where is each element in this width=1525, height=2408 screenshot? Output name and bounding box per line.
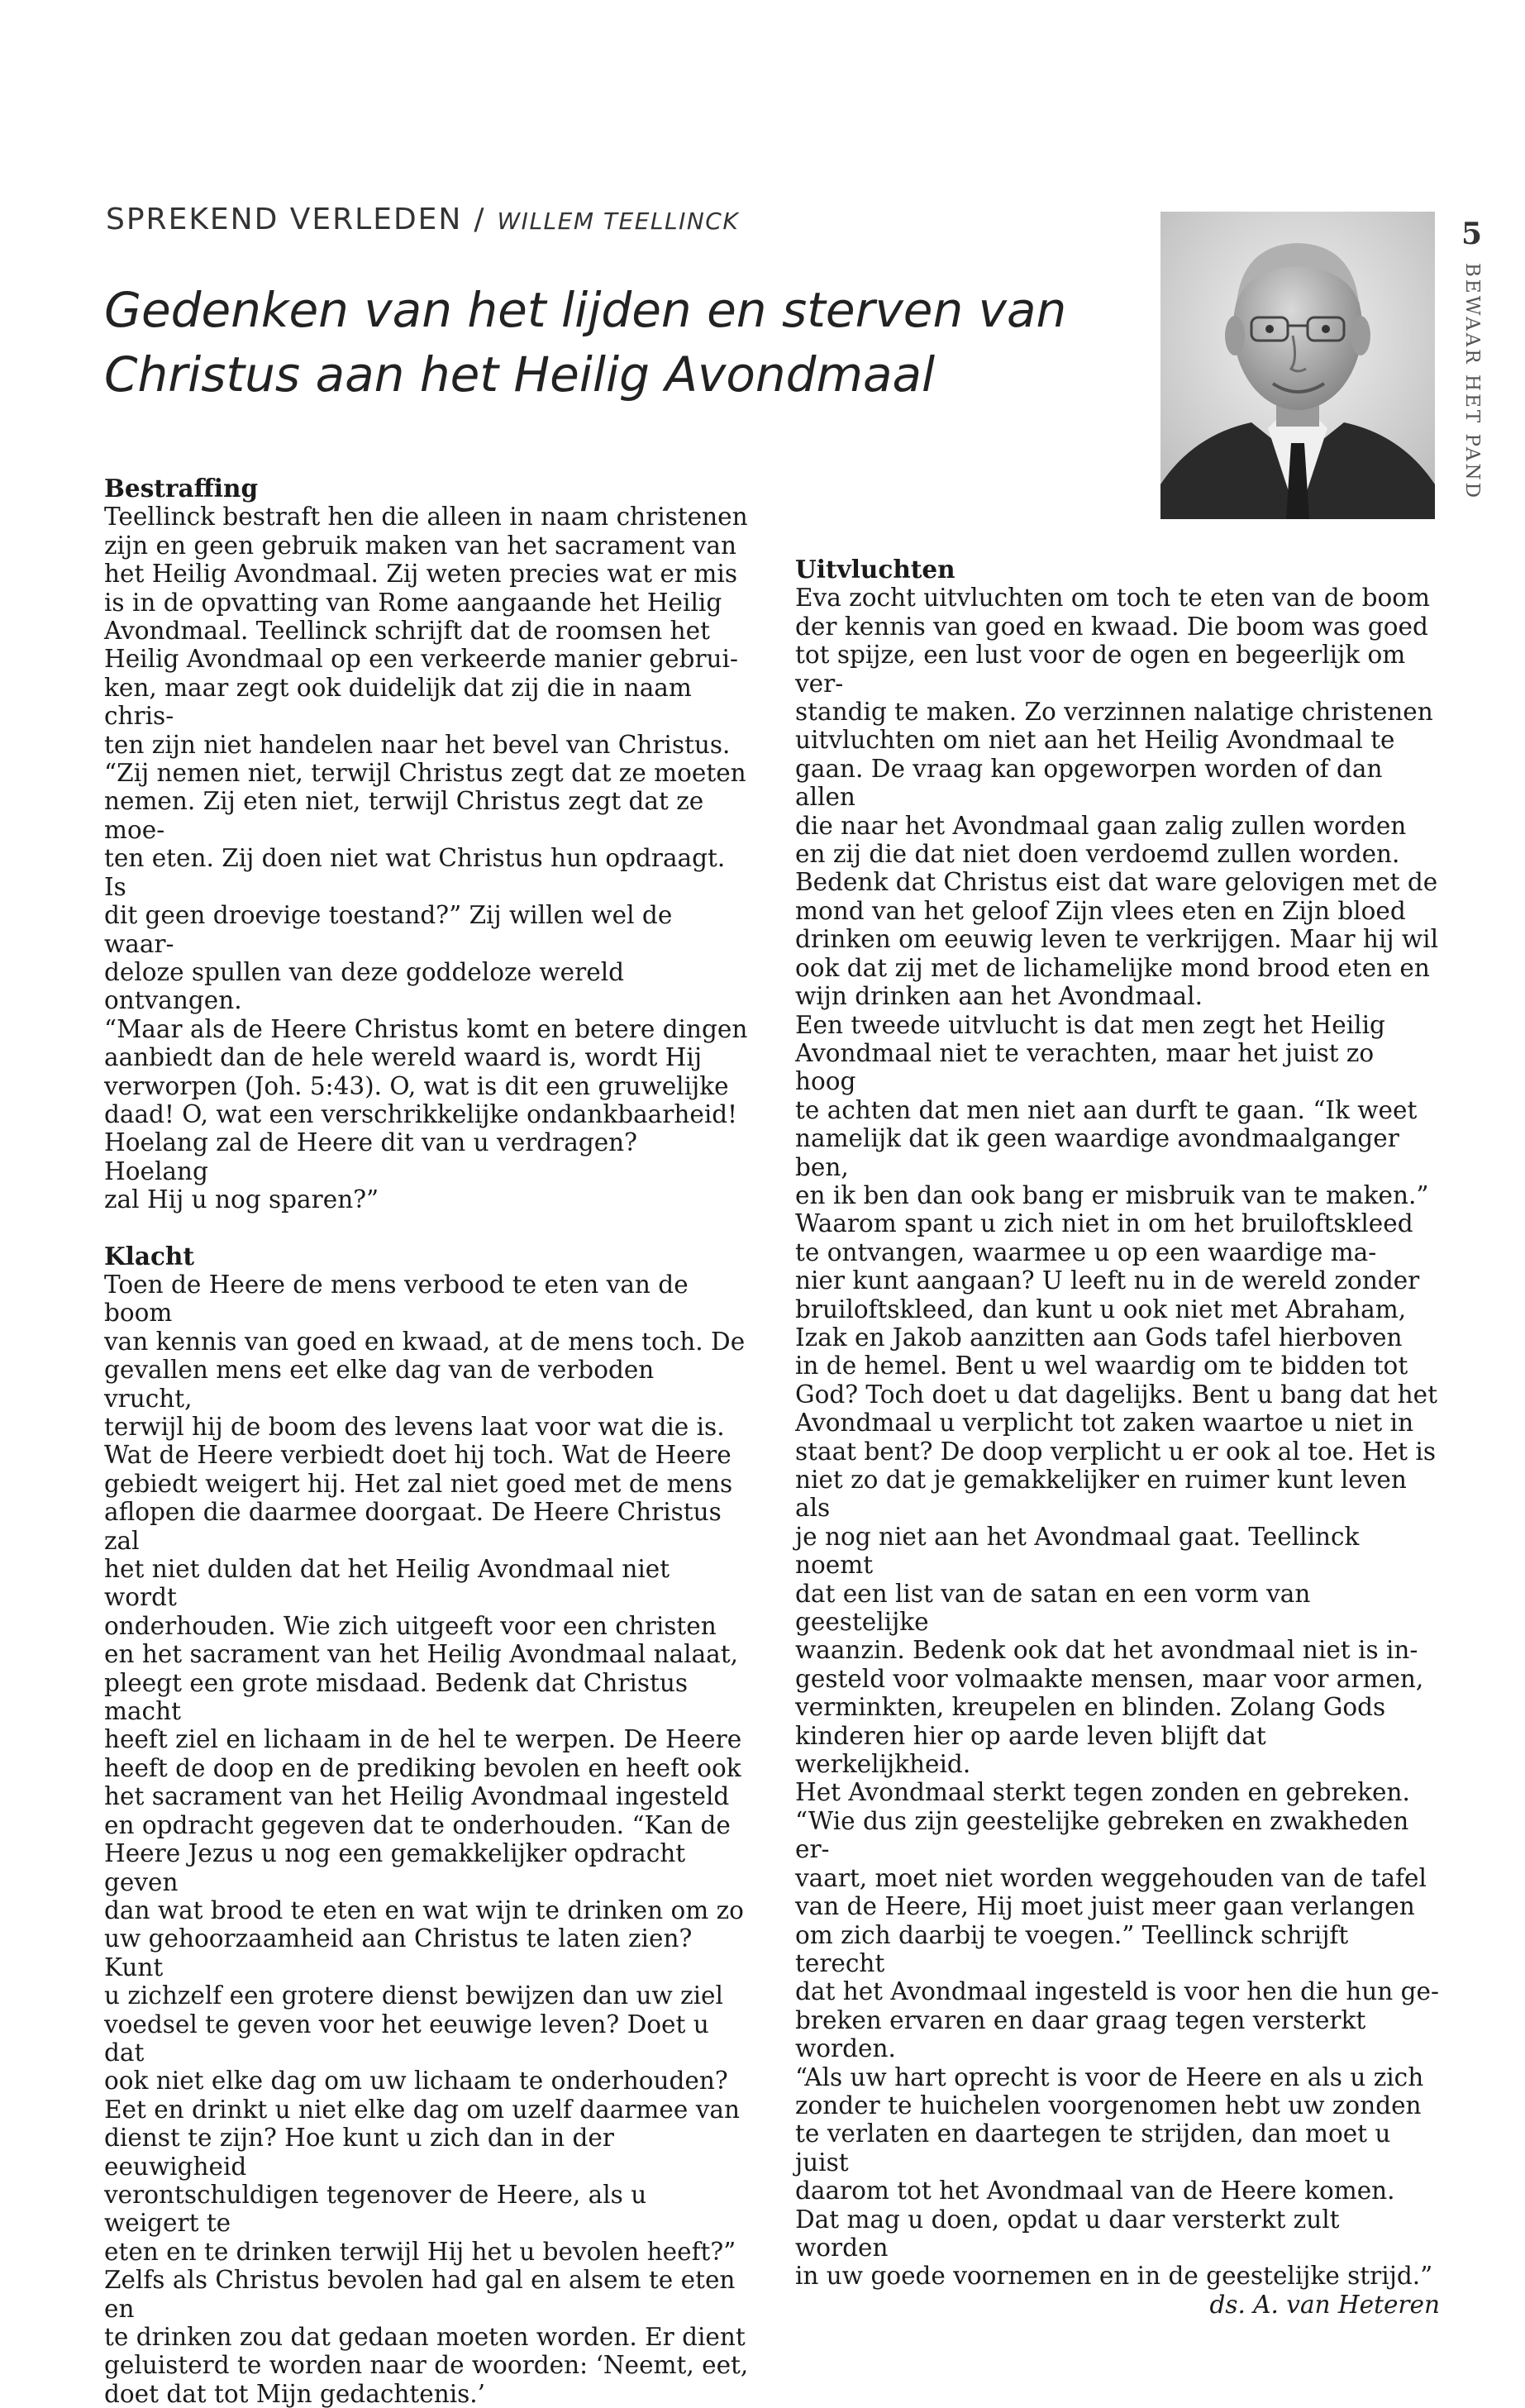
author-photo bbox=[1160, 212, 1435, 519]
section-name: SPREKEND VERLEDEN bbox=[106, 203, 463, 236]
section-heading-uitvluchten: Uitvluchten bbox=[795, 555, 956, 584]
page-number: 5 bbox=[1461, 217, 1483, 251]
left-column bbox=[104, 474, 749, 2408]
section-heading-klacht: Klacht bbox=[104, 1241, 194, 1271]
article-title: Gedenken van het lijden en sterven van Christus aan het Heilig Avondmaal bbox=[104, 282, 1067, 403]
section-body-uitvluchten: Eva zocht uitvluchten om toch te eten van de boom der kennis van goed en kwaad. Die boom was goed tot spijze, een lust voor de ogen en begeerlijk om ver- standig te maken. Zo verzinnen nalatige christenen uitvluchten om niet aan het Heilig Avondmaal te gaan. De vraag kan opgeworpen worden of dan allen die naar het Avondmaal gaan zalig zullen worden en zij die dat niet doen verdoemd zullen worden. Bedenk dat Christus eist dat ware gelovigen met de mond van het geloof Zijn vlees eten en Zijn bloed drinken om eeuwig leven te verkrijgen. Maar hij wil ook dat zij met de lichamelijke mond brood eten en wijn drinken aan het Avondmaal. Een tweede uitvlucht is dat men zegt het Heilig Avondmaal niet te verachten, maar het juist zo hoog te achten dat men niet aan durft te gaan. “Ik weet namelijk dat ik geen waardige avondmaalganger ben, en ik ben dan ook bang er misbruik van te maken.” Waarom spant u zich niet in om het bruiloftskleed te ontvangen, waarmee u op een waardige ma- nier kunt aangaan? U leeft nu in de wereld zonder bruiloftskleed, dan kunt u ook niet met Abraham, Izak en Jakob aanzitten aan Gods tafel hierboven in de hemel. Bent u wel waardig om te bidden tot God? Toch doet u dat dagelijks. Bent u bang dat het Avondmaal u verplicht tot zaken waartoe u niet in staat bent? De doop verplicht u er ook al toe. Het is niet zo dat je gemakkelijker en ruimer kunt leven als je nog niet aan het Avondmaal gaat. Teellinck noemt dat een list van de satan en een vorm van geestelijke waanzin. Bedenk ook dat het avondmaal niet is in- gesteld voor volmaakte mensen, maar voor armen, verminkten, kreupelen en blinden. Zolang Gods kinderen hier op aarde leven blijft dat werkelijkheid. Het Avondmaal sterkt tegen zonden en gebreken. “Wie dus zijn geestelijke gebreken en zwakheden er- vaart, moet niet worden weggehouden van de tafel van de Heere, Hij moet juist meer gaan verlangen om zich daarbij te voegen.” Teellinck schrijft terecht dat het Avondmaal ingesteld is voor hen die hun ge- breken ervaren en daar graag tegen versterkt worden. “Als uw hart oprecht is voor de Heere en als u zich zonder te huichelen voorgenomen hebt uw zonden te verlaten en daartegen te strijden, dan moet u juist daarom tot het Avondmaal van de Heere komen. Dat mag u doen, opdat u daar versterkt zult worden in uw goede voornemen en in de geestelijke strijd.” bbox=[795, 584, 1439, 2291]
right-column bbox=[795, 556, 1440, 2319]
section-kicker bbox=[106, 203, 739, 236]
portrait-image bbox=[1160, 212, 1435, 519]
section-heading-bestraffing: Bestraffing bbox=[104, 474, 259, 503]
kicker-separator: / bbox=[474, 203, 486, 236]
section-body-klacht: Toen de Heere de mens verbood te eten van de boom van kennis van goed en kwaad, at de mens toch. De gevallen mens eet elke dag van de verboden vrucht, terwijl hij de boom des levens laat voor wat die is. Wat de Heere verbiedt doet hij toch. Wat de Heere gebiedt weigert hij. Het zal niet goed met de mens aflopen die daarmee doorgaat. De Heere Christus zal het niet dulden dat het Heilig Avondmaal niet wordt onderhouden. Wie zich uitgeeft voor een christen en het sacrament van het Heilig Avondmaal nalaat, pleegt een grote misdaad. Bedenk dat Christus macht heeft ziel en lichaam in de hel te werpen. De Heere heeft de doop en de prediking bevolen en heeft ook het sacrament van het Heilig Avondmaal ingesteld en opdracht gegeven dat te onderhouden. “Kan de Heere Jezus u nog een gemakkelijker opdracht geven dan wat brood te eten en wat wijn te drinken om zo uw gehoorzaamheid aan Christus te laten zien? Kunt u zichzelf een grotere dienst bewijzen dan uw ziel voedsel te geven voor het eeuwige leven? Doet u dat ook niet elke dag om uw lichaam te onderhouden? Eet en drinkt u niet elke dag om uzelf daarmee van dienst te zijn? Hoe kunt u zich dan in der eeuwigheid verontschuldigen tegenover de Heere, als u weigert te eten en te drinken terwijl Hij het u bevolen heeft?” Zelfs als Christus bevolen had gal en alsem te eten en te drinken zou dat gedaan moeten worden. Er dient geluisterd te worden naar de woorden: ‘Neemt, eet, doet dat tot Mijn gedachtenis.’ bbox=[104, 1270, 749, 2408]
magazine-name: BEWAAR HET PAND bbox=[1461, 263, 1483, 501]
author-name: WILLEM TEELLINCK bbox=[497, 207, 740, 235]
article-signature: ds. A. van Heteren bbox=[1209, 2290, 1440, 2319]
section-body-bestraffing: Teellinck bestraft hen die alleen in naam christenen zijn en geen gebruik maken van het sacrament van het Heilig Avondmaal. Zij weten precies wat er mis is in de opvatting van Rome aangaande het Heilig Avondmaal. Teellinck schrijft dat de roomsen het Heilig Avondmaal op een verkeerde manier gebrui- ken, maar zegt ook duidelijk dat zij die in naam chris- ten zijn niet handelen naar het bevel van Christus. “Zij nemen niet, terwijl Christus zegt dat ze moeten nemen. Zij eten niet, terwijl Christus zegt dat ze moe- ten eten. Zij doen niet wat Christus hun opdraagt. Is dit geen droevige toestand?” Zij willen wel de waar- deloze spullen van deze goddeloze wereld ontvangen. “Maar als de Heere Christus komt en betere dingen aanbiedt dan de hele wereld waard is, wordt Hij verworpen (Joh. 5:43). O, wat is dit een gruwelijke daad! O, wat een verschrikkelijke ondankbaarheid! Hoelang zal de Heere dit van u verdragen? Hoelang zal Hij u nog sparen?” bbox=[104, 503, 748, 1214]
